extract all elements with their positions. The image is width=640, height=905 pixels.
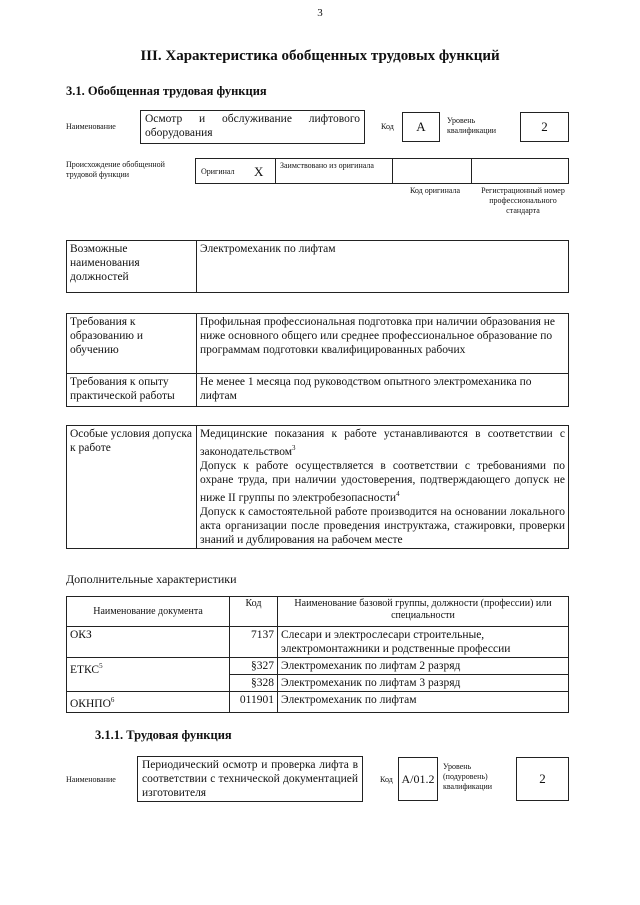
gtf-code-label: Код <box>381 122 394 131</box>
gtf-name-label: Наименование <box>66 122 116 131</box>
tf-level-label: Уровень (подуровень) квалификации <box>443 762 493 791</box>
row-doc <box>67 692 230 713</box>
row-name: Электромеханик по лифтам 2 разряд <box>278 658 569 675</box>
admission-p1-text: Медицинские показания к работе устанавливаются в соответствии с законодательством <box>200 428 565 458</box>
original-label: Оригинал <box>201 167 235 176</box>
row-doc <box>67 658 230 692</box>
col-name-header: Наименование базовой группы, должности (профессии) или специальности <box>278 597 569 627</box>
col-code-header: Код <box>230 597 278 627</box>
original-mark: X <box>254 164 264 179</box>
divider <box>392 159 393 183</box>
borrowed-label: Заимствовано из оригинала <box>280 161 374 170</box>
row-code: §327 <box>230 658 278 675</box>
tf-name-field: Периодический осмотр и проверка лифта в соответствии с технической документацией изготовителя <box>137 756 363 802</box>
row-code: 7137 <box>230 627 278 658</box>
gtf-level-field: 2 <box>520 112 569 142</box>
admission-p2-text: Допуск к работе осуществляется в соответствии с требованиями по охране труда, при наличии удостоверения, подтверждающего допуск не ниже II группы по электробезопасности <box>200 459 565 504</box>
footnote-4: 4 <box>396 489 400 498</box>
gtf-name-field: Осмотр и обслуживание лифтового оборудования <box>140 110 365 144</box>
row-doc-text: ОКНПО <box>70 697 111 710</box>
exp-label: Требования к опыту практической работы <box>67 374 197 407</box>
edu-value: Профильная профессиональная подготовка при наличии образования не ниже основного общего или среднее профессиональное образование по программам подготовки квалифицированных рабочих <box>197 314 569 374</box>
admission-p1 <box>200 427 565 459</box>
row-name: Электромеханик по лифтам 3 разряд <box>278 675 569 692</box>
divider <box>275 159 276 183</box>
exp-value: Не менее 1 месяца под руководством опытного электромеханика по лифтам <box>197 374 569 407</box>
gtf-origin-table <box>195 158 569 184</box>
tf-name-label: Наименование <box>66 775 116 784</box>
page-number: 3 <box>317 7 323 19</box>
positions-label: Возможные наименования должностей <box>67 241 197 293</box>
row-name: Электромеханик по лифтам <box>278 692 569 713</box>
orig-code-caption: Код оригинала <box>409 186 461 195</box>
positions-value: Электромеханик по лифтам <box>197 241 569 293</box>
tf-heading: 3.1.1. Трудовая функция <box>95 728 232 742</box>
gtf-origin-label: Происхождение обобщенной трудовой функции <box>66 160 165 179</box>
admission-value <box>197 426 569 549</box>
footnote-6: 6 <box>110 696 115 704</box>
row-doc: ОКЗ <box>67 627 230 658</box>
gtf-code-field: A <box>402 112 440 142</box>
additional-table <box>66 596 569 713</box>
row-code: 011901 <box>230 692 278 713</box>
col-doc-header: Наименование документа <box>67 597 230 627</box>
row-name: Слесари и электрослесари строительные, электромонтажники и родственные профессии <box>278 627 569 658</box>
row-doc-text: ЕТКС <box>70 663 100 676</box>
tf-code-field: A/01.2 <box>398 757 438 801</box>
tf-level-field: 2 <box>516 757 569 801</box>
divider <box>471 159 472 183</box>
row-code: §328 <box>230 675 278 692</box>
footnote-5: 5 <box>99 662 103 670</box>
gtf-level-label: Уровень квалификации <box>447 116 497 135</box>
admission-p3: Допуск к самостоятельной работе производится на основании локального акта организации после проведения инструктажа, стажировки, проверки знаний и дублирования на рабочем месте <box>200 505 565 546</box>
gtf-heading: 3.1. Обобщенная трудовая функция <box>66 84 267 98</box>
admission-table <box>66 425 569 549</box>
admission-p2 <box>200 459 565 505</box>
section-title: III. Характеристика обобщенных трудовых функций <box>140 48 500 64</box>
footnote-3: 3 <box>292 444 296 452</box>
admission-label: Особые условия допуска к работе <box>67 426 197 549</box>
additional-heading: Дополнительные характеристики <box>66 572 237 586</box>
tf-code-label: Код <box>380 775 393 784</box>
requirements-table <box>66 313 569 407</box>
positions-table <box>66 240 569 293</box>
edu-label: Требования к образованию и обучению <box>67 314 197 374</box>
reg-num-caption: Регистрационный номер профессионального стандарта <box>481 186 565 215</box>
